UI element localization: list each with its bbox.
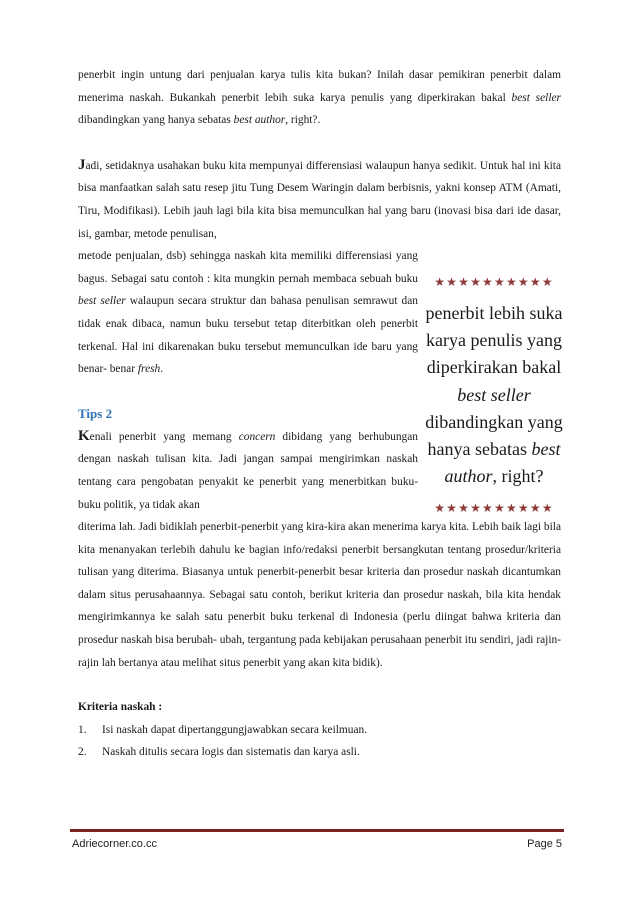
text-line: dibandingkan yang hanya sebatas [78,114,234,127]
italic-term: best author [233,114,286,127]
text-line: diterima lah. Jadi bidiklah penerbit-penerbit yang kira-kira akan menerima karya kita. Lebih [78,521,499,534]
paragraph-1 [78,64,561,132]
text-line: dibidang yang [275,430,352,443]
text-line: dalam menerima naskah. Bukankah penerbit lebih suka karya penulis yang diperkirakan [78,69,561,104]
text-line: berbisnis, yakni konsep ATM (Amati, Tiru, Modifikasi). Lebih jauh lagi bila kita bisa [78,182,561,217]
italic-term: fresh [137,363,161,376]
text-line: . [160,363,164,376]
text-line: metode penjualan, dsb) sehingga naskah kita memiliki [78,250,332,263]
text-line: ini dikarenakan buku tersebut memunculkan ide baru yang benar- [78,340,418,376]
text-line: berhubungan dengan naskah tulisan kita. Jadi jangan sampai [78,430,418,466]
text-line: buku terkenal di Indonesia (perlu diingat bahwa kriteria dan prosedur naskah bisa berubah- [78,611,561,647]
list-text: Naskah ditulis secara logis dan sistematis dan karya asli. [102,746,360,759]
quote-italic: best seller [457,384,531,405]
page-number: Page 5 [527,838,562,850]
list-item [78,741,561,764]
quote-text: penerbit lebih suka karya penulis yang diperkirakan bakal [425,303,563,378]
italic-term: best seller [78,295,126,308]
pull-quote-text [424,300,564,490]
text-line: Untuk hal ini kita bisa manfaatkan salah satu resep jitu Tung Desem Waringin dalam [78,159,561,195]
paragraph-3 [78,516,561,674]
text-line: enali penerbit yang memang [89,430,239,443]
list-text: Isi naskah dapat dipertanggungjawabkan secara keilmuan. [102,723,368,736]
criteria-heading: Kriteria naskah : [78,701,163,714]
pull-quote-box [424,272,564,520]
text-line: baik lagi bila kita menanyakan terlebih dahulu ke bagian info/redaksi penerbit bersangkutan [78,521,561,556]
footer-site: Adriecorner.co.cc [72,838,157,850]
quote-text: dibandingkan yang hanya sebatas [425,411,563,460]
quote-text: , right? [492,466,544,487]
text-line: penerbit yang menerbitkan buku-buku politik, ya tidak akan [78,475,419,511]
stars-top: ★★★★★★★★★★ [434,275,554,289]
quote-italic: best author [444,439,561,487]
list-item [78,719,561,742]
text-line: berikut kriteria dan prosedur naskah, bila kita hendak mengirimkannya ke salah satu penerbit [78,588,561,624]
text-line: differensiasi yang bagus. Sebagai satu contoh : kita mungkin [78,250,419,285]
drop-letter: K [78,427,90,444]
tips-heading: Tips 2 [78,405,113,421]
text-line: namun buku tersebut tetap diterbitkan oleh penerbit terkenal. Hal [78,317,418,353]
footer-rule [70,829,564,832]
text-line: kriteria dan prosedur naskah dicantumkan dalam situs perusahaannya. Sebagai satu contoh, [78,566,561,601]
text-line: walaupun secara [125,295,207,308]
text-line: benar [109,363,138,376]
italic-term: concern [238,430,276,443]
drop-letter: J [78,156,86,173]
paragraph-2-narrow [78,245,418,381]
text-line: pernah membaca sebuah buku [278,272,418,285]
text-line: bakal [481,91,512,104]
text-line: atau melihat situs penerbit yang akan kita bidik). [160,656,383,669]
text-line: adi, setidaknya usahakan buku kita mempunyai differensiasi walaupun hanya sedikit. [85,159,477,172]
list-number: 2. [78,746,87,759]
paragraph-3-narrow [78,425,418,516]
text-line: mengirimkan naskah tentang cara pengobatan penyakit ke [78,453,418,488]
italic-term: best seller [511,91,561,104]
stars-bottom: ★★★★★★★★★★ [434,501,554,516]
list-number: 1. [78,723,87,736]
paragraph-2 [78,154,561,245]
text-line: ubah, tergantung pada kebijakan perusahaan penerbit itu sendiri, jadi rajin-rajin lah bertanya [78,634,561,669]
text-line: memunculkan hal yang baru (inovasi bisa dari ide dasar, isi, gambar, metode penulisan, [78,204,561,240]
text-line: struktur dan bahasa penulisan semrawut dan tidak enak dibaca, [78,295,418,330]
text-line: tentang prosedur/kriteria tulisan yang diterima. Biasanya untuk penerbit-penerbit besar [78,543,561,579]
text-line: penerbit ingin untung dari penjualan karya tulis kita bukan? Inilah dasar pemikiran penerbit [78,69,528,81]
text-line: , right?. [285,114,321,127]
